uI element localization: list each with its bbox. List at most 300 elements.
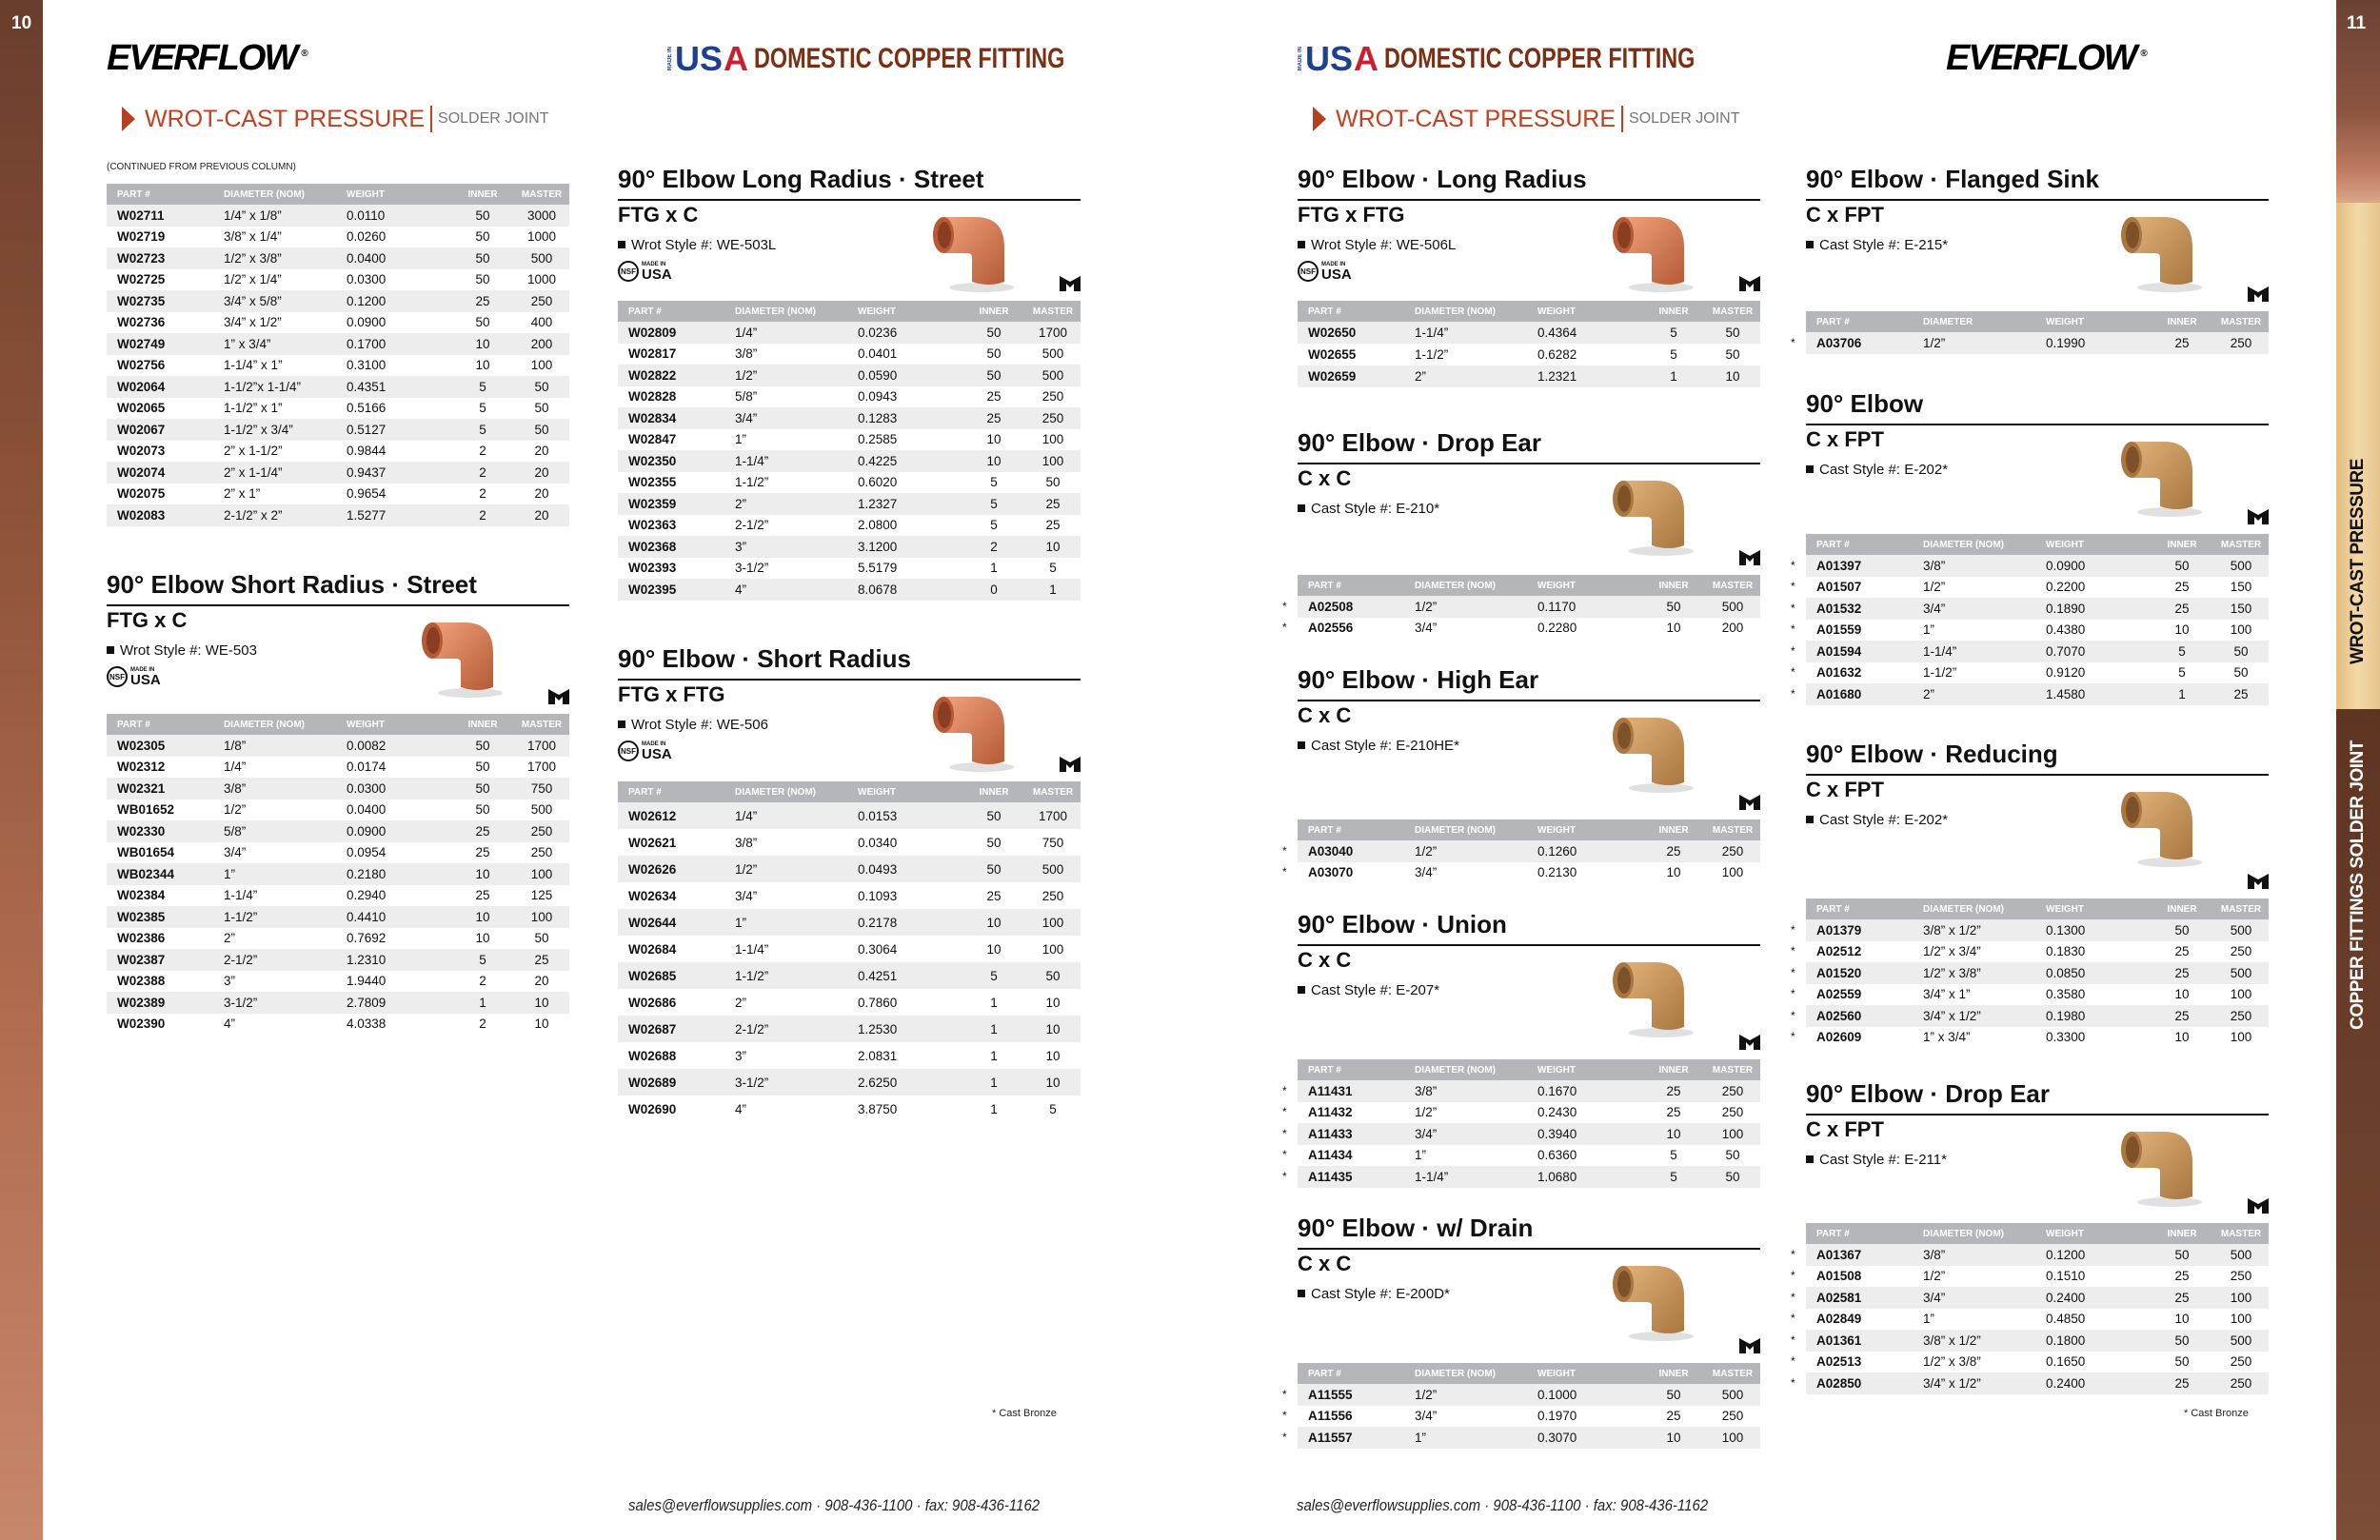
column-header <box>1537 1059 1642 1080</box>
master-qty <box>1025 1069 1081 1096</box>
inner-qty <box>2151 1309 2213 1331</box>
part-number <box>107 290 224 312</box>
cell-value: W02725 <box>117 272 166 287</box>
nsf-icon: NSF <box>618 261 639 282</box>
cell-value: 0.0400 <box>347 802 387 818</box>
cell-value: A01367 <box>1816 1247 1862 1262</box>
table-row <box>1298 1166 1760 1188</box>
cast-bronze-fitting-image <box>1602 706 1697 799</box>
master-qty <box>514 376 569 398</box>
column-header-label: DIAMETER (NOM) <box>1923 1228 2004 1239</box>
inner-qty <box>1642 1427 1705 1449</box>
master-qty <box>1025 515 1081 537</box>
style-number <box>1806 461 1948 480</box>
cell-value: 0.5127 <box>347 422 387 437</box>
diameter <box>1923 662 2046 684</box>
section-title: 90° Elbow · Flanged Sink <box>1806 165 2100 193</box>
cell-value: 5 <box>1670 347 1677 362</box>
column-header-label: WEIGHT <box>2046 539 2084 550</box>
cell-value: 3-1/2” <box>735 561 769 576</box>
manufacturer-mark-icon <box>2248 1198 2269 1218</box>
column-header-label: MASTER <box>1712 580 1754 591</box>
cell-value: 3-1/2” <box>735 1075 769 1090</box>
column-header-label: DIAMETER (NOM) <box>224 719 305 730</box>
cell-value: 20 <box>534 486 549 502</box>
diameter <box>224 312 347 334</box>
column-header <box>1298 575 1415 596</box>
cell-value: 50 <box>475 802 490 818</box>
cast-bronze-star: * <box>1791 665 1795 680</box>
cell-value: 0.6020 <box>858 475 898 490</box>
part-number <box>1791 941 1923 963</box>
cell-value: 10 <box>986 941 1002 957</box>
column-header <box>1298 301 1415 322</box>
nsf-icon: NSF <box>618 740 639 761</box>
cell-value: 100 <box>530 358 553 373</box>
diameter <box>1923 620 2046 642</box>
cell-value: 1/4” <box>224 760 247 775</box>
weight <box>347 484 451 505</box>
table-row <box>1806 984 2269 1006</box>
weight <box>858 962 962 989</box>
column-header <box>1537 575 1642 596</box>
weight <box>1537 344 1642 365</box>
table-row <box>107 462 569 484</box>
diameter <box>735 515 858 537</box>
table-header-row <box>618 781 1081 802</box>
weight <box>2046 1266 2151 1288</box>
weight <box>347 757 451 779</box>
column-header-label: PART # <box>628 786 662 798</box>
inner-qty <box>962 450 1025 472</box>
column-header-label: INNER <box>2167 1228 2197 1239</box>
usa-logo-flag-a: A <box>724 39 749 78</box>
cell-value: 3/8” x 1/2” <box>1923 922 1981 938</box>
table-row <box>618 936 1081 962</box>
cell-value: 1000 <box>526 229 557 245</box>
column-header <box>1298 819 1415 840</box>
table-header-row <box>1806 311 2269 332</box>
weight <box>2046 1027 2151 1049</box>
inner-qty <box>451 419 514 441</box>
cell-value: A02850 <box>1816 1375 1862 1391</box>
cell-value: 150 <box>2230 580 2252 595</box>
master-qty <box>1025 856 1081 882</box>
weight <box>347 949 451 971</box>
master-qty <box>514 504 569 526</box>
part-number <box>107 484 224 505</box>
weight <box>858 322 962 344</box>
table-row <box>1298 596 1760 618</box>
column-header-label: WEIGHT <box>347 188 385 200</box>
page-edge-tab-left <box>0 0 43 1540</box>
master-qty <box>514 863 569 885</box>
table-row <box>107 885 569 907</box>
part-number <box>107 398 224 420</box>
table-row <box>618 1069 1081 1096</box>
sidebar-category-label <box>2336 723 2380 1047</box>
master-qty <box>1025 365 1081 386</box>
inner-qty <box>2151 1266 2213 1288</box>
part-number <box>1791 332 1923 354</box>
section-title: 90° Elbow · Long Radius <box>1298 165 1587 193</box>
inner-qty <box>962 1016 1025 1042</box>
weight <box>1537 322 1642 344</box>
column-header-label: DIAMETER (NOM) <box>1415 1064 1496 1076</box>
cell-value: 1/4” x 1/8” <box>224 207 282 223</box>
inner-qty <box>962 1069 1025 1096</box>
master-qty <box>514 398 569 420</box>
column-header <box>1537 301 1642 322</box>
cell-value: 25 <box>1666 843 1681 859</box>
master-qty <box>1025 493 1081 515</box>
cell-value: W02073 <box>117 444 166 459</box>
style-number <box>1298 500 1439 519</box>
master-qty <box>1705 862 1760 884</box>
cell-value: 1000 <box>526 272 557 287</box>
parts-table <box>1282 1059 1760 1188</box>
cell-value: 50 <box>2174 1333 2190 1348</box>
cell-value: 1700 <box>1038 808 1068 823</box>
diameter <box>224 419 347 441</box>
cell-value: 0.4351 <box>347 379 387 394</box>
column-header <box>735 301 858 322</box>
cell-value: 0.2400 <box>2046 1290 2086 1305</box>
cell-value: 500 <box>1721 1387 1744 1402</box>
weight <box>2046 941 2151 963</box>
master-qty <box>2213 662 2269 684</box>
cell-value: 50 <box>475 738 490 753</box>
column-header-label: MASTER <box>1032 786 1074 798</box>
column-header-label: MASTER <box>2220 1228 2262 1239</box>
cell-value: W02387 <box>117 952 166 967</box>
diameter <box>1923 1287 2046 1309</box>
cell-value: 500 <box>1041 367 1064 383</box>
diameter <box>224 820 347 842</box>
cell-value: 5 <box>990 518 998 533</box>
cell-value: A03706 <box>1816 335 1862 350</box>
cell-value: 4” <box>735 582 747 597</box>
weight <box>2046 1352 2151 1373</box>
connection-type: C x C <box>1298 466 1352 490</box>
weight <box>1537 1123 1642 1145</box>
diameter <box>1415 1406 1537 1428</box>
cast-bronze-star: * <box>1791 1375 1795 1390</box>
master-qty <box>2213 1005 2269 1027</box>
cell-value: 1 <box>990 1048 998 1063</box>
style-number <box>618 236 776 255</box>
part-number <box>107 333 224 355</box>
connection-type: FTG x FTG <box>1298 203 1405 227</box>
cell-value: 50 <box>534 401 549 416</box>
table-header-row <box>1298 819 1760 840</box>
column-header-label: MASTER <box>521 719 563 730</box>
page-number-left: 10 <box>11 13 32 33</box>
domestic-copper-fitting-title: DOMESTIC COPPER FITTING <box>1384 43 1696 74</box>
inner-qty <box>1642 862 1705 884</box>
table-row <box>1806 1266 2269 1288</box>
table-row <box>618 579 1081 601</box>
cell-value: A02581 <box>1816 1290 1862 1305</box>
part-number <box>1791 1027 1923 1049</box>
cell-value: 1” <box>735 432 747 447</box>
cell-value: 10 <box>1666 621 1681 636</box>
diameter <box>1415 596 1537 618</box>
diameter <box>224 885 347 907</box>
weight <box>347 205 451 227</box>
cell-value: 2” <box>224 931 236 946</box>
cell-value: 0.9437 <box>347 464 387 480</box>
cell-value: 3/4” x 1/2” <box>224 315 282 330</box>
diameter <box>735 1069 858 1096</box>
master-qty <box>514 247 569 269</box>
master-qty <box>1025 962 1081 989</box>
style-number <box>107 642 257 661</box>
cell-value: 50 <box>2174 1247 2190 1262</box>
cell-value: 0.1970 <box>1537 1409 1577 1424</box>
cell-value: 1.9440 <box>347 974 387 989</box>
master-qty <box>1025 429 1081 451</box>
part-number <box>107 205 224 227</box>
diameter <box>224 269 347 291</box>
table-row <box>618 829 1081 856</box>
master-qty <box>1025 882 1081 909</box>
cell-value: 200 <box>1721 621 1744 636</box>
cell-value: 50 <box>2233 665 2249 681</box>
table-row <box>1298 1123 1760 1145</box>
cell-value: 1.2327 <box>858 496 898 511</box>
master-qty <box>514 992 569 1014</box>
connection-type: FTG x FTG <box>618 682 725 706</box>
cell-value: 500 <box>2230 1333 2252 1348</box>
cell-value: 2 <box>479 486 486 502</box>
weight <box>1537 840 1642 862</box>
cell-value: 1-1/2”x 1-1/4” <box>224 379 302 394</box>
diameter <box>1923 941 2046 963</box>
made-in-text: MADE IN <box>130 666 155 673</box>
cell-value: 1” <box>1923 622 1935 638</box>
master-qty <box>514 800 569 821</box>
cell-value: 750 <box>530 780 553 796</box>
column-header-label: INNER <box>1658 1368 1689 1379</box>
table-row <box>618 322 1081 344</box>
diameter <box>224 992 347 1014</box>
inner-qty <box>451 462 514 484</box>
cell-value: 20 <box>534 507 549 523</box>
cell-value: W02817 <box>628 346 677 362</box>
diameter <box>224 735 347 757</box>
part-number <box>1282 1102 1415 1124</box>
table-row <box>1806 332 2269 354</box>
column-header <box>1537 1363 1642 1384</box>
inner-qty <box>2151 683 2213 705</box>
table-row <box>107 247 569 269</box>
diameter <box>224 842 347 864</box>
cell-value: 1.2321 <box>1537 369 1577 384</box>
inner-qty <box>2151 598 2213 620</box>
weight <box>347 1014 451 1036</box>
table-row <box>1298 1145 1760 1167</box>
cell-value: 0.1000 <box>1537 1387 1577 1402</box>
weight <box>347 355 451 377</box>
cell-value: 1.4580 <box>2046 686 2086 701</box>
inner-qty <box>451 949 514 971</box>
inner-qty <box>2151 641 2213 662</box>
cast-bronze-star: * <box>1791 1030 1795 1044</box>
parts-table <box>107 184 569 526</box>
title-rule <box>1806 774 2269 776</box>
weight <box>1537 1427 1642 1449</box>
cell-value: 1-1/2” x 3/4” <box>224 422 293 437</box>
cell-value: A01507 <box>1816 580 1862 595</box>
part-number <box>107 820 224 842</box>
cell-value: 1” <box>735 915 747 930</box>
cell-value: 250 <box>1721 1083 1744 1098</box>
cell-value: 1” x 3/4” <box>1923 1030 1971 1045</box>
cell-value: 25 <box>475 888 490 903</box>
made-in-usa-icon <box>642 741 672 761</box>
weight <box>1537 1406 1642 1428</box>
cell-value: 10 <box>1045 539 1061 554</box>
parts-table <box>1282 575 1760 639</box>
cell-value: 0.0954 <box>347 845 387 860</box>
table-row <box>618 882 1081 909</box>
part-number <box>1282 1145 1415 1167</box>
cell-value: 1” <box>1415 1148 1427 1163</box>
table-row <box>107 820 569 842</box>
triangle-marker-icon <box>1313 107 1326 131</box>
cell-value: 0.0236 <box>858 325 898 340</box>
cell-value: 250 <box>2230 1354 2252 1370</box>
diameter <box>1923 1244 2046 1266</box>
inner-qty <box>1642 344 1705 365</box>
table-row <box>1806 1287 2269 1309</box>
diameter <box>224 757 347 779</box>
registered-mark: ® <box>2140 49 2148 60</box>
table-header-row <box>1298 1059 1760 1080</box>
column-header <box>1415 301 1537 322</box>
part-number <box>107 906 224 928</box>
cell-value: 1/2” <box>1923 335 1946 350</box>
column-header <box>2213 898 2269 919</box>
table-row <box>107 863 569 885</box>
made-in-usa-domestic-logo-right <box>1298 39 1782 78</box>
cast-bronze-star: * <box>1282 865 1287 879</box>
cell-value: 5 <box>479 422 486 437</box>
master-qty <box>1025 386 1081 408</box>
column-header <box>1025 781 1081 802</box>
wrot-copper-fitting-image <box>411 611 506 703</box>
column-header-label: WEIGHT <box>2046 903 2084 915</box>
cell-value: W02644 <box>628 915 677 930</box>
diameter <box>735 493 858 515</box>
cell-value: 0.3070 <box>1537 1430 1577 1445</box>
table-row <box>1806 1352 2269 1373</box>
master-qty <box>2213 1372 2269 1394</box>
cell-value: 0.0340 <box>858 835 898 850</box>
column-header-label: INNER <box>1658 580 1689 591</box>
cell-value: 0.4850 <box>2046 1312 2086 1327</box>
master-qty <box>1025 829 1081 856</box>
cell-value: 100 <box>1041 941 1064 957</box>
cell-value: 1” x 3/4” <box>224 336 271 351</box>
cell-value: W02685 <box>628 968 677 983</box>
master-qty <box>2213 1330 2269 1352</box>
master-qty <box>514 906 569 928</box>
cell-value: W02388 <box>117 974 166 989</box>
part-number <box>1791 662 1923 684</box>
cell-value: 25 <box>2233 686 2249 701</box>
cell-value: 5 <box>479 952 486 967</box>
part-number <box>618 365 735 386</box>
cast-bronze-star: * <box>1791 1290 1795 1304</box>
cell-value: 25 <box>1666 1083 1681 1098</box>
cell-value: 0.3940 <box>1537 1126 1577 1141</box>
cell-value: 0.0300 <box>347 780 387 796</box>
sidebar-section-label <box>2336 447 2380 676</box>
title-rule <box>1806 424 2269 425</box>
cell-value: 1-1/4” <box>1415 1169 1449 1184</box>
weight <box>858 344 962 365</box>
cell-value: 50 <box>1666 1387 1681 1402</box>
cell-value: 50 <box>2233 643 2249 659</box>
cell-value: 0.4251 <box>858 968 898 983</box>
inner-qty <box>962 962 1025 989</box>
diameter <box>1923 1027 2046 1049</box>
weight <box>2046 662 2151 684</box>
column-header <box>1705 1059 1760 1080</box>
master-qty <box>1705 365 1760 387</box>
column-header <box>962 781 1025 802</box>
part-number <box>618 802 735 829</box>
weight <box>2046 919 2151 941</box>
cell-value: W02655 <box>1308 347 1357 362</box>
cell-value: 10 <box>2174 1030 2190 1045</box>
cast-bronze-star: * <box>1282 1126 1287 1140</box>
weight <box>2046 1372 2151 1394</box>
diameter <box>224 441 347 463</box>
weight <box>858 882 962 909</box>
everflow-logo-left <box>107 38 308 79</box>
parts-table <box>618 301 1081 601</box>
weight <box>858 365 962 386</box>
column-header-label: PART # <box>1816 903 1850 915</box>
inner-qty <box>2151 662 2213 684</box>
cell-value: 1.5277 <box>347 507 387 523</box>
cell-value: 0.2200 <box>2046 580 2086 595</box>
master-qty <box>1705 344 1760 365</box>
connection-type: FTG x C <box>107 608 188 632</box>
cell-value: 2-1/2” <box>735 518 769 533</box>
cell-value: 25 <box>2174 1290 2190 1305</box>
master-qty <box>514 355 569 377</box>
master-qty <box>514 885 569 907</box>
table-row <box>618 962 1081 989</box>
part-number <box>1791 1309 1923 1331</box>
inner-qty <box>451 971 514 993</box>
column-header <box>451 184 514 205</box>
cell-value: 3/8” <box>1415 1083 1438 1098</box>
bullet-square-icon <box>618 721 625 728</box>
cell-value: W02067 <box>117 422 166 437</box>
cell-value: 1/8” <box>224 738 247 753</box>
cell-value: 2 <box>990 539 998 554</box>
cell-value: A02560 <box>1816 1008 1862 1023</box>
table-row <box>107 842 569 864</box>
column-header-label: MASTER <box>1712 306 1754 317</box>
cell-value: 0.1670 <box>1537 1083 1577 1098</box>
table-row <box>107 269 569 291</box>
